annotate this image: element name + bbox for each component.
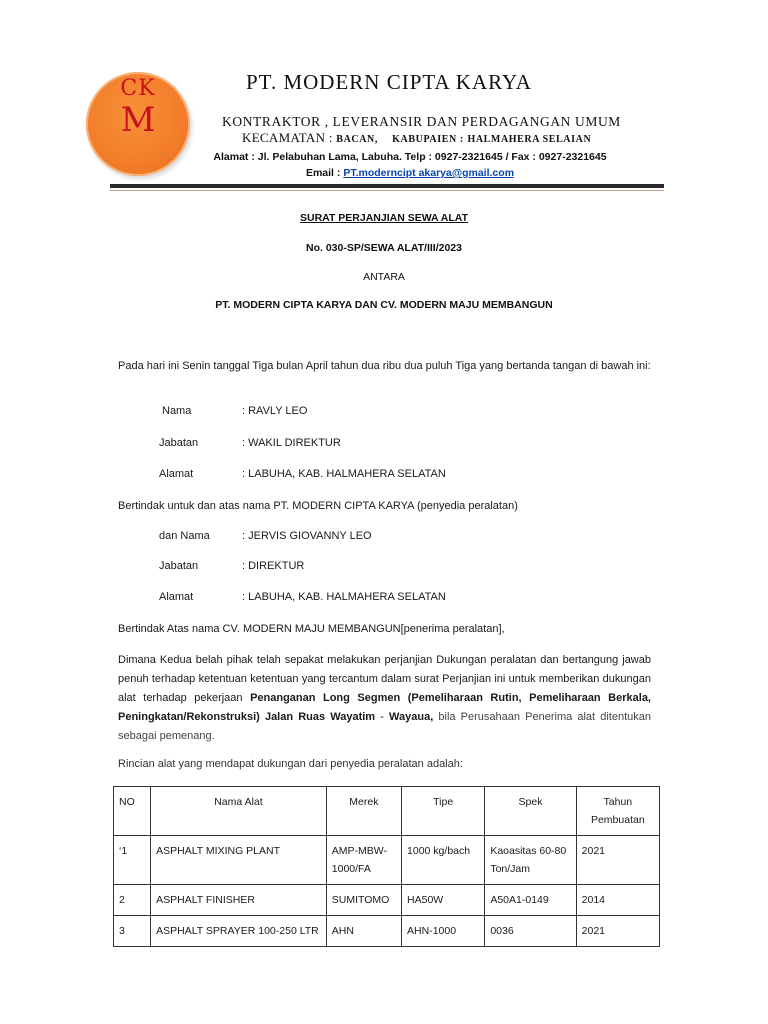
party1-name-label: Nama — [162, 405, 192, 417]
cell-year: 2021 — [576, 916, 659, 947]
table-header-row — [114, 787, 660, 836]
party1-position-value: : WAKIL DIREKTUR — [242, 437, 341, 449]
party2-acting-for: Bertindak Atas nama CV. MODERN MAJU MEMBANGUN[penerima peralatan], — [118, 623, 505, 635]
project-dash: - — [375, 711, 390, 723]
logo-text-m: M — [120, 100, 156, 140]
cell-type: AHN-1000 — [402, 916, 485, 947]
cell-brand: AHN — [326, 916, 401, 947]
table-row — [114, 885, 660, 916]
header-no: NO — [114, 787, 151, 836]
letterhead-divider — [110, 184, 664, 188]
agreement-paragraph — [118, 651, 651, 746]
email-link[interactable]: PT.moderncipt akarya@gmail.com — [343, 167, 515, 179]
party1-address-label: Alamat — [159, 468, 194, 480]
party1-acting-for: Bertindak untuk dan atas nama PT. MODERN CIPTA KARYA (penyedia peralatan) — [118, 500, 518, 512]
logo-text-ck: CK — [120, 76, 156, 101]
party2-address-label: Alamat — [159, 591, 194, 603]
header-year: Tahun Pembuatan — [576, 787, 659, 836]
header-brand: Merek — [326, 787, 401, 836]
cell-brand: SUMITOMO — [326, 885, 401, 916]
agreement-text-2: bila Perusahaan Penerima alat ditentukan sebagai pemenang. — [118, 711, 651, 742]
project-name: Penanganan Long Segmen (Pemeliharaan Rutin, Pemeliharaan Berkala, Peningkatan/Rekonstruksi) Jalan Ruas Wayatim — [118, 692, 651, 723]
header-name: Nama Alat — [151, 787, 327, 836]
district-label: KECAMATAN : — [242, 130, 333, 145]
header-spec: Spek — [485, 787, 576, 836]
company-address — [210, 149, 610, 181]
cell-year: 2021 — [576, 836, 659, 885]
party1-address-value: : LABUHA, KAB. HALMAHERA SELATAN — [242, 468, 446, 480]
regency-label: KABUPAIEN : — [392, 134, 464, 145]
document-number: No. 030-SP/SEWA ALAT/III/2023 — [306, 242, 462, 254]
cell-spec: Kaoasitas 60-80 Ton/Jam — [485, 836, 576, 885]
cell-type: 1000 kg/bach — [402, 836, 485, 885]
district-value: BACAN, — [336, 134, 378, 145]
party2-address-value: : LABUHA, KAB. HALMAHERA SELATAN — [242, 591, 446, 603]
party2-position-value: : DIREKTUR — [242, 560, 305, 572]
address-line: Alamat : Jl. Pelabuhan Lama, Labuha. Telp : 0927-2321645 / Fax : 0927-2321645 Email : — [213, 151, 607, 179]
cell-year: 2014 — [576, 885, 659, 916]
table-row — [114, 916, 660, 947]
party1-position-label: Jabatan — [159, 437, 199, 449]
cell-name: ASPHALT FINISHER — [151, 885, 327, 916]
between-label: ANTARA — [363, 271, 405, 283]
parties-heading: PT. MODERN CIPTA KARYA DAN CV. MODERN MAJU MEMBANGUN — [215, 299, 553, 311]
regency-value: HALMAHERA SELAIAN — [467, 134, 592, 145]
cell-spec: 0036 — [485, 916, 576, 947]
cell-no: ‘1 — [114, 836, 151, 885]
cell-type: HA50W — [402, 885, 485, 916]
cell-no: 2 — [114, 885, 151, 916]
cell-no: 3 — [114, 916, 151, 947]
party2-name-label: dan Nama — [159, 530, 210, 542]
cell-spec: A50A1-0149 — [485, 885, 576, 916]
equipment-table — [113, 786, 660, 947]
project-place: Wayaua, — [389, 711, 434, 723]
company-district — [242, 130, 591, 146]
details-intro: Rincian alat yang mendapat dukungan dari penyedia peralatan adalah: — [118, 758, 463, 770]
header-type: Tipe — [402, 787, 485, 836]
company-name: PT. MODERN CIPTA KARYA — [246, 70, 532, 94]
party2-position-label: Jabatan — [159, 560, 199, 572]
cell-name: ASPHALT MIXING PLANT — [151, 836, 327, 885]
party2-name-value: : JERVIS GIOVANNY LEO — [242, 530, 372, 542]
cell-name: ASPHALT SPRAYER 100-250 LTR — [151, 916, 327, 947]
company-logo — [86, 72, 190, 176]
intro-paragraph: Pada hari ini Senin tanggal Tiga bulan April tahun dua ribu dua puluh Tiga yang bertanda tangan di bawah ini: — [118, 360, 651, 372]
party1-name-value: : RAVLY LEO — [242, 405, 308, 417]
document-title: SURAT PERJANJIAN SEWA ALAT — [299, 212, 468, 224]
agreement-text-1: Dimana Kedua belah pihak telah sepakat melakukan perjanjian Dukungan peralatan dan bertangung jawab penuh terhadap ketentuan ketentuan yang tercantum dalam surat Perjanjian ini untuk memberikan dukungan alat terhadap pekerjaan — [118, 654, 651, 704]
company-subtitle: KONTRAKTOR , LEVERANSIR DAN PERDAGANGAN UMUM — [222, 114, 621, 129]
cell-brand: AMP-MBW-1000/FA — [326, 836, 401, 885]
letterhead-divider-thin — [110, 190, 664, 191]
table-row — [114, 836, 660, 885]
